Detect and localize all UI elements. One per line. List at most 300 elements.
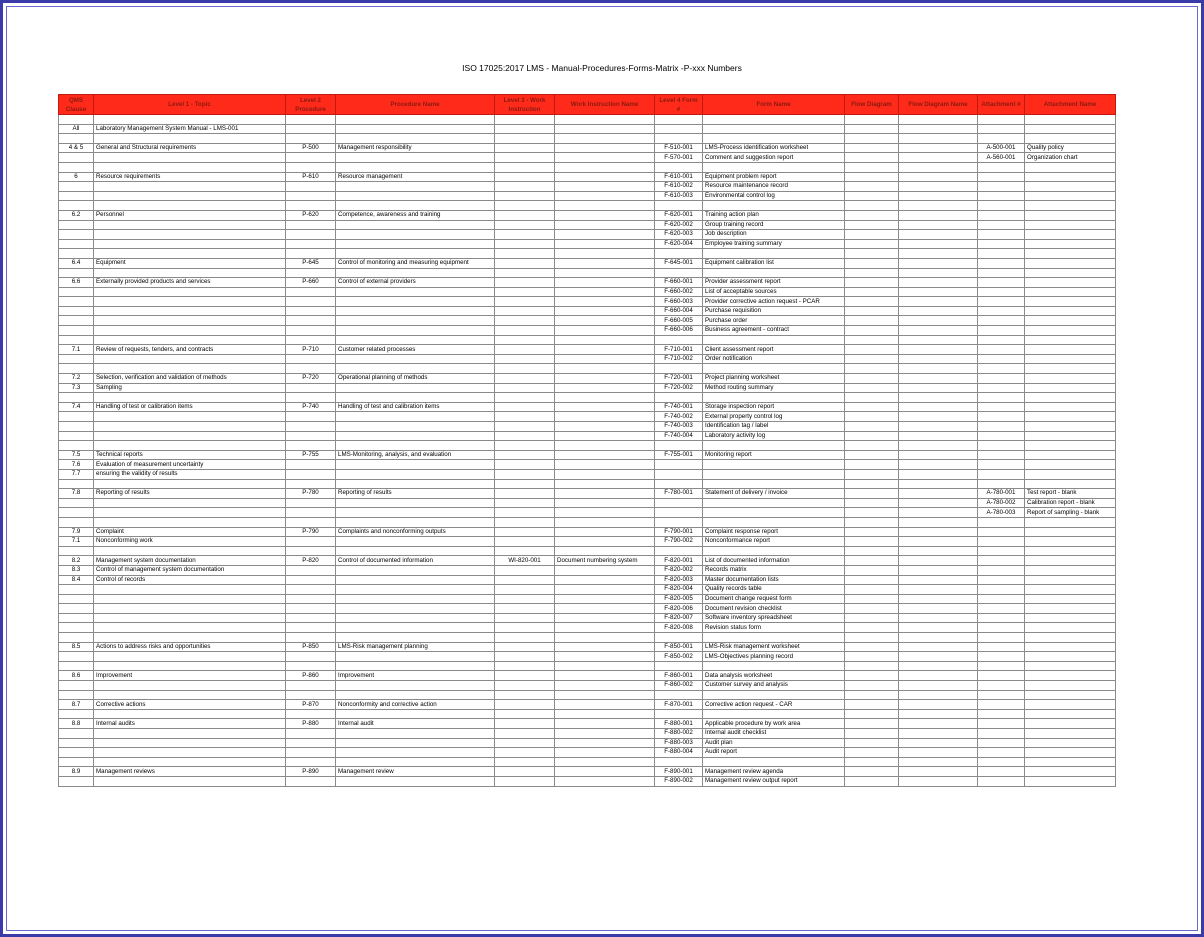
cell-level4-form bbox=[655, 469, 703, 479]
cell-qms-clause bbox=[59, 690, 94, 700]
cell-procedure-name bbox=[336, 393, 495, 403]
cell-form-name bbox=[703, 335, 845, 345]
cell-qms-clause bbox=[59, 393, 94, 403]
cell-level4-form: F-660-005 bbox=[655, 316, 703, 326]
cell-form-name: Equipment problem report bbox=[703, 172, 845, 182]
cell-level3-work-instruction bbox=[495, 776, 555, 786]
cell-level1-topic bbox=[94, 776, 286, 786]
table-row bbox=[59, 642, 1116, 652]
cell-attachment-number bbox=[978, 565, 1025, 575]
cell-attachment-number bbox=[978, 172, 1025, 182]
cell-form-name: Document revision checklist bbox=[703, 604, 845, 614]
cell-qms-clause bbox=[59, 316, 94, 326]
cell-level4-form bbox=[655, 633, 703, 643]
cell-attachment-number bbox=[978, 364, 1025, 374]
cell-flow-diagram-name bbox=[899, 393, 978, 403]
cell-flow-diagram bbox=[845, 297, 899, 307]
cell-flow-diagram bbox=[845, 489, 899, 499]
cell-level2-procedure bbox=[286, 661, 336, 671]
cell-attachment-name bbox=[1025, 613, 1116, 623]
cell-flow-diagram bbox=[845, 498, 899, 508]
cell-level4-form: F-860-001 bbox=[655, 671, 703, 681]
table-row bbox=[59, 354, 1116, 364]
cell-qms-clause: 8.7 bbox=[59, 700, 94, 710]
cell-work-instruction-name bbox=[555, 268, 655, 278]
cell-level4-form bbox=[655, 508, 703, 518]
cell-attachment-name bbox=[1025, 546, 1116, 556]
cell-attachment-name bbox=[1025, 422, 1116, 432]
cell-attachment-number bbox=[978, 671, 1025, 681]
cell-attachment-name bbox=[1025, 162, 1116, 172]
cell-flow-diagram bbox=[845, 709, 899, 719]
cell-level2-procedure: P-610 bbox=[286, 172, 336, 182]
cell-work-instruction-name bbox=[555, 230, 655, 240]
cell-flow-diagram bbox=[845, 671, 899, 681]
cell-qms-clause: 8.4 bbox=[59, 575, 94, 585]
cell-procedure-name bbox=[336, 508, 495, 518]
cell-work-instruction-name bbox=[555, 191, 655, 201]
cell-attachment-number bbox=[978, 537, 1025, 547]
cell-attachment-number bbox=[978, 354, 1025, 364]
cell-level4-form: F-610-003 bbox=[655, 191, 703, 201]
cell-level4-form: F-740-004 bbox=[655, 431, 703, 441]
cell-level2-procedure bbox=[286, 594, 336, 604]
cell-qms-clause: 7.5 bbox=[59, 450, 94, 460]
cell-level2-procedure: P-620 bbox=[286, 210, 336, 220]
cell-level4-form: F-870-001 bbox=[655, 700, 703, 710]
cell-procedure-name bbox=[336, 115, 495, 125]
table-row bbox=[59, 153, 1116, 163]
cell-attachment-name bbox=[1025, 652, 1116, 662]
cell-attachment-name bbox=[1025, 220, 1116, 230]
cell-level1-topic bbox=[94, 326, 286, 336]
cell-flow-diagram bbox=[845, 143, 899, 153]
cell-level1-topic bbox=[94, 201, 286, 211]
cell-level2-procedure: P-720 bbox=[286, 374, 336, 384]
cell-qms-clause: 6.2 bbox=[59, 210, 94, 220]
cell-attachment-number bbox=[978, 230, 1025, 240]
cell-level2-procedure bbox=[286, 757, 336, 767]
cell-attachment-number bbox=[978, 239, 1025, 249]
cell-flow-diagram bbox=[845, 623, 899, 633]
cell-level3-work-instruction bbox=[495, 450, 555, 460]
cell-level4-form: F-710-002 bbox=[655, 354, 703, 364]
cell-level2-procedure bbox=[286, 681, 336, 691]
cell-qms-clause bbox=[59, 297, 94, 307]
cell-work-instruction-name bbox=[555, 210, 655, 220]
cell-work-instruction-name bbox=[555, 450, 655, 460]
table-row bbox=[59, 709, 1116, 719]
column-header-level2-procedure: Level 2 Procedure bbox=[286, 95, 336, 115]
cell-attachment-name bbox=[1025, 287, 1116, 297]
cell-qms-clause: 7.1 bbox=[59, 345, 94, 355]
cell-level2-procedure bbox=[286, 565, 336, 575]
cell-level1-topic bbox=[94, 115, 286, 125]
cell-qms-clause: 8.9 bbox=[59, 767, 94, 777]
cell-level4-form: F-720-001 bbox=[655, 374, 703, 384]
cell-level1-topic bbox=[94, 354, 286, 364]
cell-attachment-number bbox=[978, 412, 1025, 422]
cell-procedure-name: Control of documented information bbox=[336, 556, 495, 566]
cell-level4-form: F-820-003 bbox=[655, 575, 703, 585]
cell-level3-work-instruction: WI-820-001 bbox=[495, 556, 555, 566]
cell-level4-form bbox=[655, 162, 703, 172]
cell-level1-topic bbox=[94, 316, 286, 326]
cell-qms-clause: 7.9 bbox=[59, 527, 94, 537]
cell-level2-procedure bbox=[286, 412, 336, 422]
cell-level4-form: F-740-003 bbox=[655, 422, 703, 432]
cell-qms-clause: 7.3 bbox=[59, 383, 94, 393]
cell-level3-work-instruction bbox=[495, 345, 555, 355]
cell-flow-diagram bbox=[845, 412, 899, 422]
cell-attachment-name bbox=[1025, 354, 1116, 364]
table-row bbox=[59, 134, 1116, 144]
cell-qms-clause bbox=[59, 115, 94, 125]
cell-attachment-name bbox=[1025, 441, 1116, 451]
cell-level2-procedure: P-790 bbox=[286, 527, 336, 537]
cell-work-instruction-name bbox=[555, 738, 655, 748]
cell-level1-topic bbox=[94, 681, 286, 691]
cell-attachment-name bbox=[1025, 748, 1116, 758]
cell-level1-topic: Personnel bbox=[94, 210, 286, 220]
cell-flow-diagram-name bbox=[899, 441, 978, 451]
cell-work-instruction-name bbox=[555, 690, 655, 700]
cell-level3-work-instruction bbox=[495, 124, 555, 134]
cell-attachment-number bbox=[978, 585, 1025, 595]
cell-level4-form bbox=[655, 115, 703, 125]
cell-attachment-number bbox=[978, 249, 1025, 259]
cell-level2-procedure: P-870 bbox=[286, 700, 336, 710]
cell-level1-topic bbox=[94, 268, 286, 278]
cell-form-name: Project planning worksheet bbox=[703, 374, 845, 384]
cell-level3-work-instruction bbox=[495, 134, 555, 144]
cell-level1-topic: Equipment bbox=[94, 258, 286, 268]
cell-work-instruction-name bbox=[555, 594, 655, 604]
cell-flow-diagram-name bbox=[899, 460, 978, 470]
cell-attachment-number bbox=[978, 210, 1025, 220]
cell-form-name: Corrective action request - CAR bbox=[703, 700, 845, 710]
cell-attachment-name bbox=[1025, 210, 1116, 220]
cell-procedure-name bbox=[336, 364, 495, 374]
cell-level1-topic: Externally provided products and services bbox=[94, 278, 286, 288]
cell-level4-form: F-850-001 bbox=[655, 642, 703, 652]
cell-level4-form: F-740-001 bbox=[655, 402, 703, 412]
cell-level4-form: F-510-001 bbox=[655, 143, 703, 153]
cell-level1-topic bbox=[94, 412, 286, 422]
cell-work-instruction-name bbox=[555, 124, 655, 134]
cell-qms-clause bbox=[59, 748, 94, 758]
cell-level1-topic bbox=[94, 220, 286, 230]
cell-level1-topic: Evaluation of measurement uncertainty bbox=[94, 460, 286, 470]
cell-level3-work-instruction bbox=[495, 748, 555, 758]
cell-level2-procedure: P-880 bbox=[286, 719, 336, 729]
cell-work-instruction-name bbox=[555, 719, 655, 729]
cell-level1-topic bbox=[94, 306, 286, 316]
cell-qms-clause bbox=[59, 354, 94, 364]
cell-attachment-number bbox=[978, 776, 1025, 786]
cell-flow-diagram bbox=[845, 767, 899, 777]
cell-work-instruction-name bbox=[555, 585, 655, 595]
cell-procedure-name: Handling of test and calibration items bbox=[336, 402, 495, 412]
cell-level4-form: F-620-003 bbox=[655, 230, 703, 240]
cell-level1-topic: Resource requirements bbox=[94, 172, 286, 182]
cell-procedure-name: Operational planning of methods bbox=[336, 374, 495, 384]
table-row bbox=[59, 546, 1116, 556]
cell-level2-procedure bbox=[286, 738, 336, 748]
cell-level3-work-instruction bbox=[495, 230, 555, 240]
cell-level3-work-instruction bbox=[495, 613, 555, 623]
cell-qms-clause bbox=[59, 479, 94, 489]
page-title: ISO 17025:2017 LMS - Manual-Procedures-Forms-Matrix -P-xxx Numbers bbox=[462, 63, 742, 73]
cell-work-instruction-name bbox=[555, 354, 655, 364]
cell-attachment-name bbox=[1025, 517, 1116, 527]
cell-form-name bbox=[703, 469, 845, 479]
cell-attachment-number: A-780-003 bbox=[978, 508, 1025, 518]
cell-level2-procedure bbox=[286, 201, 336, 211]
cell-flow-diagram-name bbox=[899, 767, 978, 777]
cell-qms-clause: 7.2 bbox=[59, 374, 94, 384]
cell-procedure-name bbox=[336, 498, 495, 508]
column-header-form-name: Form Name bbox=[703, 95, 845, 115]
cell-level1-topic bbox=[94, 652, 286, 662]
cell-level3-work-instruction bbox=[495, 383, 555, 393]
cell-work-instruction-name bbox=[555, 422, 655, 432]
cell-qms-clause bbox=[59, 757, 94, 767]
cell-flow-diagram-name bbox=[899, 623, 978, 633]
cell-flow-diagram bbox=[845, 326, 899, 336]
cell-work-instruction-name bbox=[555, 767, 655, 777]
cell-procedure-name bbox=[336, 748, 495, 758]
cell-form-name: Nonconformance report bbox=[703, 537, 845, 547]
cell-level3-work-instruction bbox=[495, 431, 555, 441]
cell-form-name bbox=[703, 517, 845, 527]
cell-level1-topic: Complaint bbox=[94, 527, 286, 537]
cell-level4-form bbox=[655, 124, 703, 134]
cell-procedure-name bbox=[336, 460, 495, 470]
cell-form-name bbox=[703, 479, 845, 489]
cell-qms-clause bbox=[59, 422, 94, 432]
cell-level2-procedure: P-660 bbox=[286, 278, 336, 288]
cell-qms-clause: 6 bbox=[59, 172, 94, 182]
cell-flow-diagram bbox=[845, 153, 899, 163]
cell-attachment-number bbox=[978, 402, 1025, 412]
table-row bbox=[59, 517, 1116, 527]
cell-attachment-number bbox=[978, 220, 1025, 230]
table-row bbox=[59, 498, 1116, 508]
cell-flow-diagram-name bbox=[899, 681, 978, 691]
cell-level3-work-instruction bbox=[495, 527, 555, 537]
cell-attachment-number: A-780-001 bbox=[978, 489, 1025, 499]
cell-attachment-name bbox=[1025, 469, 1116, 479]
cell-attachment-name bbox=[1025, 191, 1116, 201]
table-row bbox=[59, 681, 1116, 691]
cell-flow-diagram-name bbox=[899, 748, 978, 758]
cell-attachment-number bbox=[978, 709, 1025, 719]
cell-level1-topic bbox=[94, 546, 286, 556]
table-row bbox=[59, 383, 1116, 393]
cell-level3-work-instruction bbox=[495, 326, 555, 336]
table-row bbox=[59, 306, 1116, 316]
cell-form-name bbox=[703, 690, 845, 700]
cell-attachment-name bbox=[1025, 460, 1116, 470]
cell-flow-diagram bbox=[845, 604, 899, 614]
cell-level3-work-instruction bbox=[495, 316, 555, 326]
cell-procedure-name: Improvement bbox=[336, 671, 495, 681]
cell-flow-diagram bbox=[845, 422, 899, 432]
table-row bbox=[59, 479, 1116, 489]
cell-level1-topic: Reporting of results bbox=[94, 489, 286, 499]
cell-flow-diagram-name bbox=[899, 700, 978, 710]
table-row bbox=[59, 268, 1116, 278]
table-row bbox=[59, 729, 1116, 739]
cell-level4-form: F-820-002 bbox=[655, 565, 703, 575]
cell-level2-procedure bbox=[286, 517, 336, 527]
cell-level4-form: F-740-002 bbox=[655, 412, 703, 422]
cell-form-name: Training action plan bbox=[703, 210, 845, 220]
cell-level3-work-instruction bbox=[495, 604, 555, 614]
table-row bbox=[59, 393, 1116, 403]
cell-level4-form: F-610-002 bbox=[655, 182, 703, 192]
cell-level3-work-instruction bbox=[495, 115, 555, 125]
cell-level2-procedure bbox=[286, 508, 336, 518]
cell-qms-clause bbox=[59, 661, 94, 671]
cell-qms-clause bbox=[59, 230, 94, 240]
cell-work-instruction-name bbox=[555, 633, 655, 643]
cell-procedure-name bbox=[336, 326, 495, 336]
cell-level2-procedure bbox=[286, 690, 336, 700]
cell-flow-diagram bbox=[845, 450, 899, 460]
cell-level3-work-instruction bbox=[495, 671, 555, 681]
cell-flow-diagram-name bbox=[899, 402, 978, 412]
table-row bbox=[59, 690, 1116, 700]
cell-attachment-number bbox=[978, 278, 1025, 288]
column-header-flow-diagram: Flow Diagram bbox=[845, 95, 899, 115]
cell-form-name: Monitoring report bbox=[703, 450, 845, 460]
table-row bbox=[59, 316, 1116, 326]
cell-attachment-name bbox=[1025, 527, 1116, 537]
cell-attachment-name bbox=[1025, 297, 1116, 307]
cell-qms-clause bbox=[59, 738, 94, 748]
cell-procedure-name bbox=[336, 594, 495, 604]
cell-level2-procedure bbox=[286, 441, 336, 451]
cell-form-name: Method routing summary bbox=[703, 383, 845, 393]
cell-form-name: Provider corrective action request - PCAR bbox=[703, 297, 845, 307]
cell-qms-clause bbox=[59, 604, 94, 614]
table-row bbox=[59, 239, 1116, 249]
cell-work-instruction-name bbox=[555, 498, 655, 508]
cell-flow-diagram-name bbox=[899, 297, 978, 307]
cell-level1-topic: Management system documentation bbox=[94, 556, 286, 566]
cell-level3-work-instruction bbox=[495, 565, 555, 575]
cell-qms-clause bbox=[59, 441, 94, 451]
cell-attachment-name bbox=[1025, 412, 1116, 422]
table-header-row bbox=[59, 95, 1116, 115]
cell-level2-procedure bbox=[286, 153, 336, 163]
table-row bbox=[59, 115, 1116, 125]
cell-attachment-number bbox=[978, 719, 1025, 729]
cell-procedure-name bbox=[336, 220, 495, 230]
cell-qms-clause: 7.8 bbox=[59, 489, 94, 499]
cell-qms-clause bbox=[59, 287, 94, 297]
cell-flow-diagram bbox=[845, 172, 899, 182]
cell-level2-procedure bbox=[286, 268, 336, 278]
cell-level2-procedure bbox=[286, 393, 336, 403]
cell-attachment-number bbox=[978, 306, 1025, 316]
cell-form-name: Laboratory activity log bbox=[703, 431, 845, 441]
cell-qms-clause: 7.6 bbox=[59, 460, 94, 470]
table-row bbox=[59, 613, 1116, 623]
cell-level2-procedure bbox=[286, 134, 336, 144]
cell-form-name bbox=[703, 709, 845, 719]
cell-qms-clause: 8.6 bbox=[59, 671, 94, 681]
cell-level2-procedure bbox=[286, 249, 336, 259]
cell-attachment-name bbox=[1025, 537, 1116, 547]
cell-level3-work-instruction bbox=[495, 537, 555, 547]
cell-attachment-number bbox=[978, 757, 1025, 767]
cell-qms-clause bbox=[59, 268, 94, 278]
cell-attachment-name: Test report - blank bbox=[1025, 489, 1116, 499]
cell-level4-form: F-660-004 bbox=[655, 306, 703, 316]
cell-work-instruction-name bbox=[555, 278, 655, 288]
cell-attachment-name bbox=[1025, 556, 1116, 566]
cell-attachment-name bbox=[1025, 249, 1116, 259]
cell-flow-diagram-name bbox=[899, 383, 978, 393]
cell-level4-form bbox=[655, 661, 703, 671]
cell-work-instruction-name bbox=[555, 757, 655, 767]
cell-level2-procedure: P-890 bbox=[286, 767, 336, 777]
cell-form-name: LMS-Risk management worksheet bbox=[703, 642, 845, 652]
cell-level1-topic: Nonconforming work bbox=[94, 537, 286, 547]
cell-work-instruction-name bbox=[555, 364, 655, 374]
column-header-attachment-name: Attachment Name bbox=[1025, 95, 1116, 115]
cell-attachment-number bbox=[978, 594, 1025, 604]
cell-level3-work-instruction bbox=[495, 220, 555, 230]
cell-flow-diagram bbox=[845, 748, 899, 758]
cell-level4-form bbox=[655, 709, 703, 719]
cell-qms-clause: 8.8 bbox=[59, 719, 94, 729]
cell-form-name bbox=[703, 268, 845, 278]
cell-qms-clause: 8.5 bbox=[59, 642, 94, 652]
cell-level2-procedure bbox=[286, 124, 336, 134]
table-row bbox=[59, 220, 1116, 230]
cell-qms-clause bbox=[59, 613, 94, 623]
cell-attachment-name bbox=[1025, 306, 1116, 316]
cell-procedure-name bbox=[336, 681, 495, 691]
cell-level2-procedure bbox=[286, 652, 336, 662]
cell-level3-work-instruction bbox=[495, 412, 555, 422]
cell-flow-diagram-name bbox=[899, 738, 978, 748]
cell-level1-topic bbox=[94, 364, 286, 374]
cell-flow-diagram-name bbox=[899, 498, 978, 508]
cell-flow-diagram-name bbox=[899, 690, 978, 700]
cell-work-instruction-name bbox=[555, 700, 655, 710]
cell-flow-diagram-name bbox=[899, 633, 978, 643]
cell-work-instruction-name bbox=[555, 162, 655, 172]
cell-level3-work-instruction bbox=[495, 738, 555, 748]
cell-procedure-name bbox=[336, 230, 495, 240]
cell-level2-procedure bbox=[286, 776, 336, 786]
cell-attachment-number bbox=[978, 546, 1025, 556]
cell-qms-clause bbox=[59, 585, 94, 595]
table-row bbox=[59, 364, 1116, 374]
cell-work-instruction-name bbox=[555, 393, 655, 403]
cell-form-name: Statement of delivery / invoice bbox=[703, 489, 845, 499]
cell-level1-topic bbox=[94, 748, 286, 758]
cell-form-name bbox=[703, 124, 845, 134]
cell-form-name bbox=[703, 162, 845, 172]
table-row bbox=[59, 412, 1116, 422]
cell-level1-topic: Management reviews bbox=[94, 767, 286, 777]
